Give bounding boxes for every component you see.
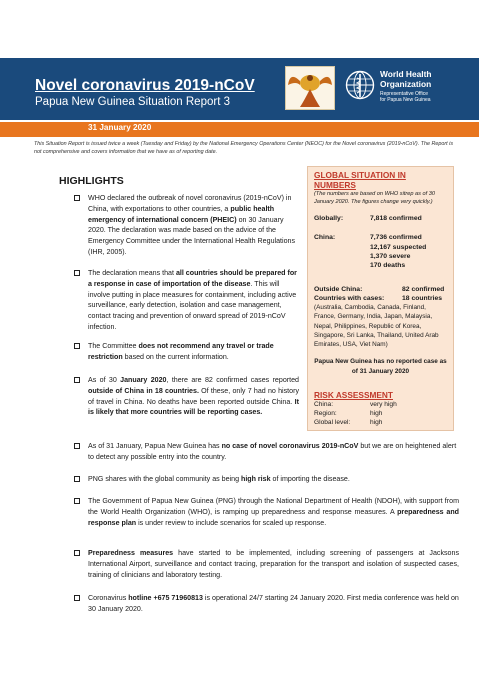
bullet-text: is operational 24/7 starting 24 January 2020. First media conference was held on 30 January 2020. [88,594,459,613]
bullet-emphasis: does not recommend any travel or trade restriction [88,342,274,361]
who-office [380,91,431,103]
bullet-emphasis: preparedness and response plan [88,507,459,527]
bullet-text: . This will involve putting in place measures for containment, including active surveillance, early detection, isolation and case management, contact tracing and prevention of onward spread of 2019-nCoV infection. [88,279,297,331]
bullet-text: is under review to include scenarios for scaled up response. [136,518,327,527]
who-office-line1: Representative Office [380,91,428,97]
bullet-text: have started to be implemented, including screening of passengers at Jacksons International Airport, surveillance and contact tracing, preparation for the transport and isolation of suspected cases, training of clinicians and laboratory testing. [88,549,459,579]
report-title: Novel coronavirus 2019-nCoV [35,77,255,94]
png-status: Papua New Guinea has no reported case as of 31 January 2020 [314,358,447,375]
checkbox-bullet-icon [74,595,80,601]
checkbox-bullet-icon [74,270,80,276]
global-situation-title: GLOBAL SITUATION IN NUMBERS [314,170,406,190]
who-emblem-icon [345,70,375,100]
bullet-text: As of 30 [88,376,121,384]
bullet-emphasis: Preparedness measures [88,549,174,557]
china-suspected: 12,167 suspected [370,243,427,251]
date-bar [0,122,479,137]
highlight-item [74,496,459,528]
bullet-emphasis: public health emergency of international concern (PHEIC) [88,204,275,224]
bullet-text: of importing the disease. [270,475,350,483]
report-date: 31 January 2020 [88,123,152,132]
checkbox-bullet-icon [74,498,80,504]
report-notice: This Situation Report is issued twice a week (Tuesday and Friday) by the National Emergency Operations Center (NEOC) for the Novel coronavirus (2019-nCoV). The Report is not comprehensive and covers information that we have as of reporting date. [34,141,454,155]
highlight-item [74,268,299,333]
who-logo [343,62,475,114]
bullet-text: , there are 82 confirmed cases reported [166,376,299,384]
bullet-text: Coronavirus [88,594,129,602]
risk-row-global [314,418,447,427]
highlight-item [74,341,299,363]
bullet-text: The Government of Papua New Guinea (PNG) through the National Department of Health (NDOH), with support from the World Health Organization (WHO), is ramping up preparedness and response measures. A [88,497,459,516]
who-name-line2: Organization [380,78,432,89]
report-subtitle: Papua New Guinea Situation Report 3 [35,96,230,108]
risk-value: high [370,418,383,426]
who-name-line1: World Health [380,69,432,79]
bullet-text: PNG shares with the global community as being [88,475,241,483]
bullet-text: As of 31 January, Papua New Guinea has [88,442,222,450]
highlights-heading: HIGHLIGHTS [59,175,124,187]
risk-assessment-title: RISK ASSESSMENT [314,389,393,400]
checkbox-bullet-icon [74,377,80,383]
bullet-text: based on the current information. [122,352,229,361]
who-office-line2: for Papua New Guinea [380,97,431,103]
checkbox-bullet-icon [74,343,80,349]
china-deaths: 170 deaths [370,262,406,270]
global-situation-note: (The numbers are based on WHO sitrep as of 30 January 2020. The figures change very quickly.) [314,191,435,205]
bullet-emphasis: all countries should be prepared for a response in case of importation of the disease [88,269,297,288]
risk-label: China: [314,400,334,408]
risk-row-region [314,409,447,418]
globally-value: 7,818 confirmed [370,215,422,223]
bullet-emphasis: outside of China in 18 countries. [88,386,199,395]
countries-row [314,294,447,303]
bullet-emphasis: no case of novel coronavirus 2019-nCoV [221,442,359,450]
highlight-item [74,548,459,580]
outside-china-row [314,285,447,294]
checkbox-bullet-icon [74,476,80,482]
highlight-item [74,193,299,258]
bullet-emphasis: hotline +675 71960813 [128,594,203,602]
checkbox-bullet-icon [74,195,80,201]
risk-value: high [370,409,383,417]
bullet-text: The declaration means that [88,269,176,277]
china-confirmed: 7,736 confirmed [370,234,422,242]
highlight-item [74,375,299,418]
china-severe: 1,370 severe [370,253,411,261]
risk-label: Region: [314,409,337,417]
bullet-text: The Committee [88,342,139,350]
china-row [314,233,447,270]
bullet-text: on 30 January 2020. The declaration was made based on the advice of the Emergency Committee under the International Health Regulations (IHR, 2005). [88,215,296,256]
bullet-emphasis: January 2020 [120,376,167,384]
highlight-item [74,474,459,485]
countries-value: 18 countries [402,294,443,302]
china-label: China: [314,234,336,242]
png-national-emblem [285,66,335,110]
globally-label: Globally: [314,215,344,223]
outside-china-value: 82 confirmed [402,285,445,293]
bullet-text: Of these, only 7 had no history of travel in China. No deaths have been reported outside China. [88,386,299,406]
outside-china-label: Outside China: [314,285,363,293]
countries-label: Countries with cases: [314,294,385,302]
bullet-text: WHO declared the outbreak of novel coronavirus (2019-nCoV) in China, with exportations to other countries, a [88,194,292,213]
risk-value: very high [370,400,397,408]
countries-list: (Australia, Cambodia, Canada, Finland, France, Germany, India, Japan, Malaysia, Nepal, Philippines, Republic of Korea, Singapore, Sri Lanka, Thailand, United Arab Emirates, USA, Viet Nam) [314,304,439,349]
checkbox-bullet-icon [74,443,80,449]
risk-label: Global level: [314,418,351,426]
risk-row-china [314,400,447,409]
bullet-emphasis: It is likely that more countries will be reporting cases. [88,397,299,417]
highlight-item [74,593,459,615]
who-name [380,70,432,89]
global-situation-panel [307,166,454,431]
highlight-item [74,441,459,463]
bullet-text: but we are on heightened alert to detect any possible entry into the country. [88,442,457,461]
globally-row [314,214,447,223]
bullet-emphasis: high risk [240,475,271,483]
checkbox-bullet-icon [74,550,80,556]
